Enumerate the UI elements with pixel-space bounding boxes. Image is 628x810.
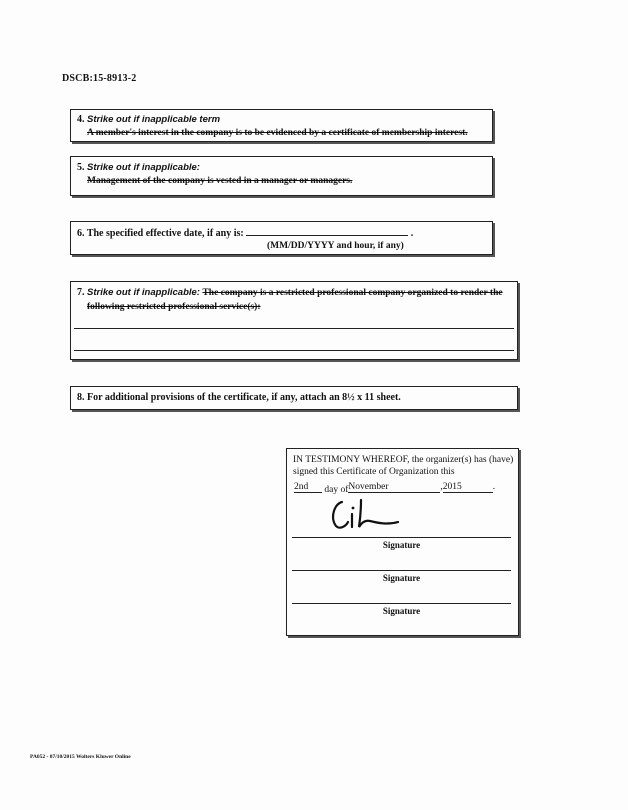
item-5-number: 5.: [77, 162, 85, 173]
item-7-blank-line-2[interactable]: [74, 350, 514, 351]
document-id: DSCB:15-8913-2: [62, 73, 137, 84]
testimony-line-2: signed this Certificate of Organization this: [293, 467, 455, 477]
item-6-trailing: .: [410, 228, 414, 239]
effective-date-field[interactable]: [246, 227, 408, 236]
testimony-line-1: IN TESTIMONY WHEREOF, the organizer(s) has (have): [293, 455, 514, 465]
day-of-label: day of: [324, 485, 349, 495]
item-4-box: [70, 109, 493, 142]
testimony-date-row: [294, 482, 495, 493]
year-field[interactable]: 2015: [443, 482, 493, 493]
item-5-struck-text: Management of the company is vested in a manager or managers.: [87, 176, 353, 186]
item-6-hint: (MM/DD/YYYY and hour, if any): [267, 241, 404, 251]
item-6-label: 6. The specified effective date, if any is:: [77, 228, 244, 239]
footer: PA052 - 07/10/2015 Wolters Kluwer Online: [30, 754, 131, 760]
signature-line-2[interactable]: [292, 570, 511, 571]
date-period: .: [492, 482, 496, 492]
item-5-instruction: Strike out if inapplicable:: [87, 162, 200, 173]
day-field[interactable]: 2nd: [294, 482, 322, 493]
item-6-box: [70, 221, 493, 255]
month-field[interactable]: November: [348, 482, 440, 493]
signature-line-3[interactable]: [292, 603, 511, 604]
item-7-box: [70, 281, 518, 360]
signature-label-3: Signature: [382, 606, 421, 616]
date-comma: ,: [440, 482, 443, 492]
signature-line-1[interactable]: [292, 537, 511, 538]
item-7-number: 7.: [77, 287, 85, 298]
signature-label-2: Signature: [382, 573, 421, 583]
handwritten-signature: [328, 496, 408, 536]
item-7-blank-line-1[interactable]: [74, 328, 514, 329]
item-7-struck-text-2: following restricted professional service(s):: [87, 302, 261, 312]
item-4-struck-text: A member's interest in the company is to be evidenced by a certificate of membership interest.: [87, 128, 468, 138]
item-8-label: 8. For additional provisions of the certificate, if any, attach an 8½ x 11 sheet.: [77, 392, 401, 403]
signature-label-1: Signature: [382, 540, 421, 550]
item-7-struck-text-1: The company is a restricted professional company organized to render the: [202, 288, 503, 298]
item-8-box: [70, 386, 518, 410]
item-4-number: 4.: [77, 114, 85, 125]
item-4-instruction: Strike out if inapplicable term: [87, 114, 221, 125]
item-7-instruction: Strike out if inapplicable:: [87, 287, 200, 298]
item-5-box: [70, 156, 493, 196]
